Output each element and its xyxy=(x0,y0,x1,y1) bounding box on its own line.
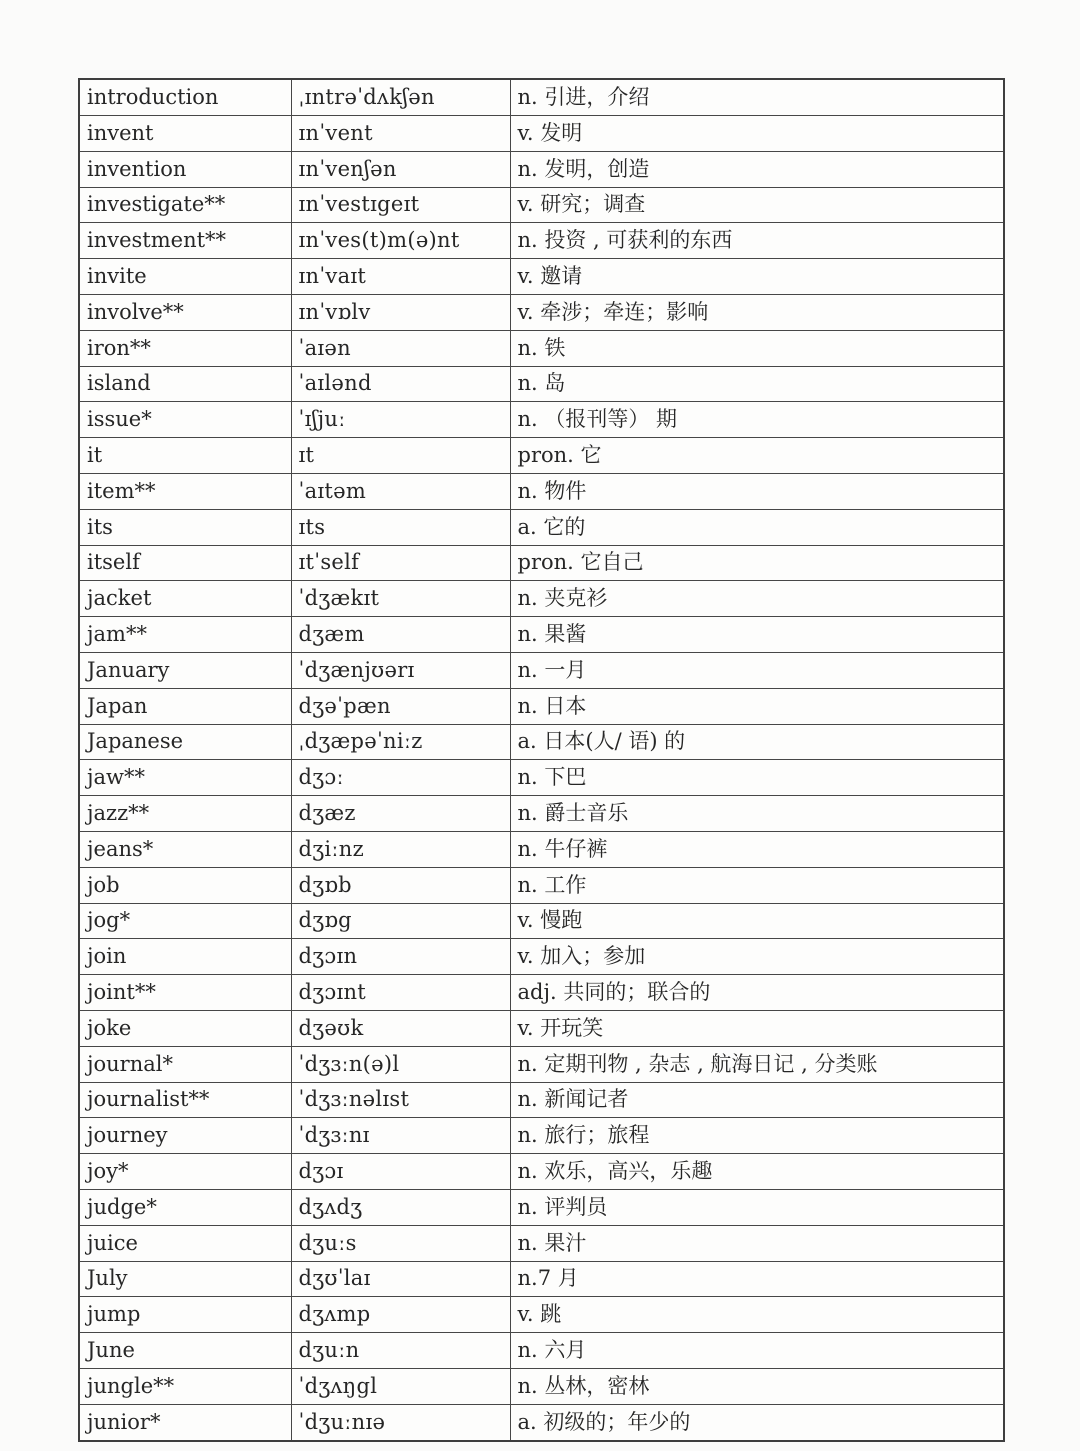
meaning-cell: v. 牵涉；牵连；影响 xyxy=(510,295,1004,331)
meaning-cell: a. 日本(人/ 语) 的 xyxy=(510,724,1004,760)
table-row xyxy=(79,831,1004,867)
word-cell: journey xyxy=(79,1118,291,1154)
phonetic-cell: dʒʊˈlaɪ xyxy=(291,1261,510,1297)
table-row xyxy=(79,796,1004,832)
meaning-cell: n. 夹克衫 xyxy=(510,581,1004,617)
word-cell: iron** xyxy=(79,330,291,366)
word-cell: jeans* xyxy=(79,831,291,867)
table-row xyxy=(79,975,1004,1011)
table-row xyxy=(79,187,1004,223)
table-row xyxy=(79,867,1004,903)
meaning-cell: n. 欢乐，高兴，乐趣 xyxy=(510,1154,1004,1190)
meaning-cell: n. 铁 xyxy=(510,330,1004,366)
table-row xyxy=(79,724,1004,760)
meaning-cell: n. 丛林，密林 xyxy=(510,1368,1004,1404)
phonetic-cell: dʒəʊk xyxy=(291,1010,510,1046)
table-row xyxy=(79,474,1004,510)
phonetic-cell: dʒiːnz xyxy=(291,831,510,867)
table-row xyxy=(79,581,1004,617)
meaning-cell: n. 果酱 xyxy=(510,617,1004,653)
table-row xyxy=(79,652,1004,688)
meaning-cell: v. 开玩笑 xyxy=(510,1010,1004,1046)
table-row xyxy=(79,1010,1004,1046)
word-cell: Japanese xyxy=(79,724,291,760)
phonetic-cell: ˈdʒɜːn(ə)l xyxy=(291,1046,510,1082)
table-row xyxy=(79,1118,1004,1154)
meaning-cell: n. 物件 xyxy=(510,474,1004,510)
table-row xyxy=(79,939,1004,975)
phonetic-cell: dʒuːs xyxy=(291,1225,510,1261)
word-cell: jazz** xyxy=(79,796,291,832)
word-cell: joint** xyxy=(79,975,291,1011)
table-row xyxy=(79,1082,1004,1118)
phonetic-cell: ˈaɪlənd xyxy=(291,366,510,402)
word-cell: invention xyxy=(79,151,291,187)
table-row xyxy=(79,1404,1004,1441)
phonetic-cell: ˈɪʃjuː xyxy=(291,402,510,438)
table-row xyxy=(79,617,1004,653)
phonetic-cell: ˈdʒækɪt xyxy=(291,581,510,617)
table-row xyxy=(79,903,1004,939)
phonetic-cell: ˈdʒʌŋgl xyxy=(291,1368,510,1404)
word-cell: introduction xyxy=(79,79,291,116)
meaning-cell: n. 岛 xyxy=(510,366,1004,402)
vocabulary-table xyxy=(78,78,1005,1442)
phonetic-cell: ɪnˈvent xyxy=(291,116,510,152)
word-cell: invent xyxy=(79,116,291,152)
word-cell: jungle** xyxy=(79,1368,291,1404)
word-cell: investment** xyxy=(79,223,291,259)
word-cell: judge* xyxy=(79,1189,291,1225)
word-cell: item** xyxy=(79,474,291,510)
meaning-cell: n. 引进，介绍 xyxy=(510,79,1004,116)
table-row xyxy=(79,151,1004,187)
phonetic-cell: dʒɔː xyxy=(291,760,510,796)
word-cell: join xyxy=(79,939,291,975)
table-row xyxy=(79,223,1004,259)
table-row xyxy=(79,1046,1004,1082)
phonetic-cell: dʒæm xyxy=(291,617,510,653)
phonetic-cell: ˈdʒuːnɪə xyxy=(291,1404,510,1441)
word-cell: it xyxy=(79,438,291,474)
meaning-cell: v. 加入；参加 xyxy=(510,939,1004,975)
word-cell: job xyxy=(79,867,291,903)
meaning-cell: n. （报刊等） 期 xyxy=(510,402,1004,438)
meaning-cell: pron. 它自己 xyxy=(510,545,1004,581)
word-cell: jam** xyxy=(79,617,291,653)
meaning-cell: pron. 它 xyxy=(510,438,1004,474)
meaning-cell: n. 发明，创造 xyxy=(510,151,1004,187)
word-cell: July xyxy=(79,1261,291,1297)
table-row xyxy=(79,1154,1004,1190)
phonetic-cell: ɪts xyxy=(291,509,510,545)
meaning-cell: n. 牛仔裤 xyxy=(510,831,1004,867)
phonetic-cell: dʒəˈpæn xyxy=(291,688,510,724)
table-row xyxy=(79,1261,1004,1297)
table-row xyxy=(79,1333,1004,1369)
table-row xyxy=(79,1189,1004,1225)
word-cell: jump xyxy=(79,1297,291,1333)
table-row xyxy=(79,1368,1004,1404)
meaning-cell: n. 定期刊物 , 杂志 , 航海日记 , 分类账 xyxy=(510,1046,1004,1082)
word-cell: joy* xyxy=(79,1154,291,1190)
word-cell: involve** xyxy=(79,295,291,331)
table-row xyxy=(79,330,1004,366)
meaning-cell: n.7 月 xyxy=(510,1261,1004,1297)
meaning-cell: v. 跳 xyxy=(510,1297,1004,1333)
phonetic-cell: ˈdʒɜːnəlɪst xyxy=(291,1082,510,1118)
word-cell: junior* xyxy=(79,1404,291,1441)
meaning-cell: v. 发明 xyxy=(510,116,1004,152)
phonetic-cell: dʒæz xyxy=(291,796,510,832)
table-row xyxy=(79,545,1004,581)
meaning-cell: n. 评判员 xyxy=(510,1189,1004,1225)
word-cell: journalist** xyxy=(79,1082,291,1118)
table-row xyxy=(79,295,1004,331)
table-row xyxy=(79,116,1004,152)
table-row xyxy=(79,79,1004,116)
word-cell: January xyxy=(79,652,291,688)
table-row xyxy=(79,402,1004,438)
meaning-cell: n. 六月 xyxy=(510,1333,1004,1369)
phonetic-cell: dʒɒg xyxy=(291,903,510,939)
meaning-cell: n. 果汁 xyxy=(510,1225,1004,1261)
table-row xyxy=(79,366,1004,402)
table-row xyxy=(79,1225,1004,1261)
phonetic-cell: ɪnˈvaɪt xyxy=(291,259,510,295)
table-row xyxy=(79,438,1004,474)
word-cell: invite xyxy=(79,259,291,295)
meaning-cell: v. 慢跑 xyxy=(510,903,1004,939)
word-cell: investigate** xyxy=(79,187,291,223)
word-cell: itself xyxy=(79,545,291,581)
phonetic-cell: ɪnˈvenʃən xyxy=(291,151,510,187)
meaning-cell: n. 投资 , 可获利的东西 xyxy=(510,223,1004,259)
phonetic-cell: dʒɒb xyxy=(291,867,510,903)
word-cell: joke xyxy=(79,1010,291,1046)
word-cell: jaw** xyxy=(79,760,291,796)
word-cell: island xyxy=(79,366,291,402)
meaning-cell: n. 新闻记者 xyxy=(510,1082,1004,1118)
phonetic-cell: ˈaɪtəm xyxy=(291,474,510,510)
meaning-cell: n. 爵士音乐 xyxy=(510,796,1004,832)
meaning-cell: a. 它的 xyxy=(510,509,1004,545)
phonetic-cell: ɪnˈvestɪgeɪt xyxy=(291,187,510,223)
meaning-cell: a. 初级的；年少的 xyxy=(510,1404,1004,1441)
phonetic-cell: ɪt xyxy=(291,438,510,474)
table-row xyxy=(79,259,1004,295)
phonetic-cell: dʒʌdʒ xyxy=(291,1189,510,1225)
meaning-cell: v. 研究；调查 xyxy=(510,187,1004,223)
phonetic-cell: ɪnˈves(t)m(ə)nt xyxy=(291,223,510,259)
phonetic-cell: dʒuːn xyxy=(291,1333,510,1369)
word-cell: June xyxy=(79,1333,291,1369)
word-cell: jacket xyxy=(79,581,291,617)
phonetic-cell: ɪnˈvɒlv xyxy=(291,295,510,331)
word-cell: issue* xyxy=(79,402,291,438)
phonetic-cell: ˈaɪən xyxy=(291,330,510,366)
phonetic-cell: ˌdʒæpəˈniːz xyxy=(291,724,510,760)
phonetic-cell: dʒɔɪ xyxy=(291,1154,510,1190)
meaning-cell: adj. 共同的；联合的 xyxy=(510,975,1004,1011)
meaning-cell: n. 下巴 xyxy=(510,760,1004,796)
word-cell: its xyxy=(79,509,291,545)
table-row xyxy=(79,760,1004,796)
phonetic-cell: dʒɔɪnt xyxy=(291,975,510,1011)
table-row xyxy=(79,1297,1004,1333)
phonetic-cell: ˈdʒænjʊərɪ xyxy=(291,652,510,688)
meaning-cell: v. 邀请 xyxy=(510,259,1004,295)
phonetic-cell: ɪtˈself xyxy=(291,545,510,581)
meaning-cell: n. 旅行；旅程 xyxy=(510,1118,1004,1154)
word-cell: Japan xyxy=(79,688,291,724)
word-cell: jog* xyxy=(79,903,291,939)
meaning-cell: n. 工作 xyxy=(510,867,1004,903)
word-cell: juice xyxy=(79,1225,291,1261)
phonetic-cell: ˈdʒɜːnɪ xyxy=(291,1118,510,1154)
phonetic-cell: ˌɪntrəˈdʌkʃən xyxy=(291,79,510,116)
table-row xyxy=(79,509,1004,545)
meaning-cell: n. 一月 xyxy=(510,652,1004,688)
table-row xyxy=(79,688,1004,724)
phonetic-cell: dʒɔɪn xyxy=(291,939,510,975)
phonetic-cell: dʒʌmp xyxy=(291,1297,510,1333)
meaning-cell: n. 日本 xyxy=(510,688,1004,724)
word-cell: journal* xyxy=(79,1046,291,1082)
